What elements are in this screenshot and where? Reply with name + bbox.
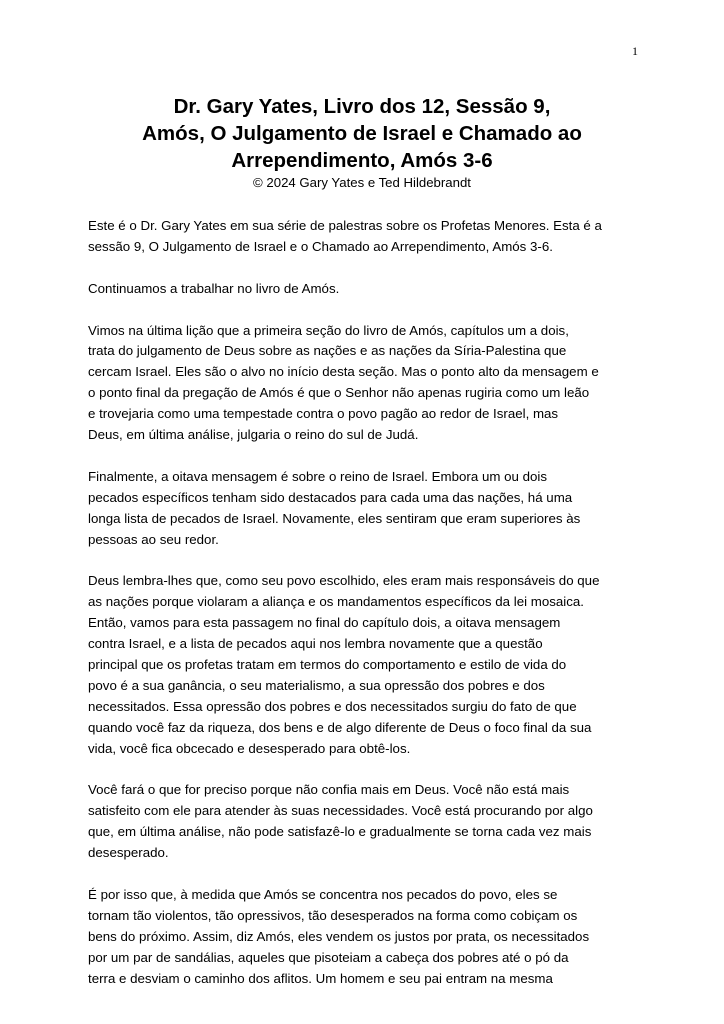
- paragraph-line: desesperado.: [88, 845, 169, 861]
- paragraph: [88, 780, 648, 864]
- paragraph-line: vida, você fica obcecado e desesperado para obtê-los.: [88, 740, 411, 756]
- paragraph: [88, 321, 648, 446]
- paragraph: [88, 571, 648, 759]
- paragraph: [88, 279, 648, 300]
- copyright-notice: © 2024 Gary Yates e Ted Hildebrandt: [253, 175, 471, 190]
- title-line: Dr. Gary Yates, Livro dos 12, Sessão 9,: [173, 95, 551, 118]
- paragraph-line: quando você faz da riqueza, dos bens e de algo diferente de Deus o foco final da sua: [88, 719, 592, 735]
- page-number: 1: [632, 44, 638, 58]
- paragraph-line: Este é o Dr. Gary Yates em sua série de palestras sobre os Profetas Menores. Esta é a: [88, 218, 602, 233]
- paragraph-line: Você fará o que for preciso porque não confia mais em Deus. Você não está mais: [88, 782, 570, 798]
- paragraph-line: e trovejaria como uma tempestade contra o povo pagão ao redor de Israel, mas: [88, 406, 559, 422]
- paragraph-line: terra e desviam o caminho dos aflitos. Um homem e seu pai entram na mesma: [88, 970, 553, 986]
- title-line: Arrependimento, Amós 3-6: [231, 149, 493, 172]
- paragraph-line: as nações porque violaram a aliança e os mandamentos específicos da lei mosaica.: [88, 594, 584, 610]
- paragraph: [88, 216, 648, 258]
- paragraph-line: Continuamos a trabalhar no livro de Amós.: [88, 280, 340, 296]
- paragraph-line: tornam tão violentos, tão opressivos, tão desesperados na forma como cobiçam os: [88, 907, 578, 923]
- paragraph-line: pecados específicos tenham sido destacados para cada uma das nações, há uma: [88, 489, 573, 505]
- document-title: [88, 93, 636, 174]
- paragraph-line: Deus, em última análise, julgaria o reino do sul de Judá.: [88, 427, 419, 443]
- paragraph-line: contra Israel, e a lista de pecados aqui nos lembra novamente que a questão: [88, 636, 543, 652]
- paragraph-line: É por isso que, à medida que Amós se concentra nos pecados do povo, eles se: [88, 886, 558, 902]
- paragraph-line: principal que os profetas tratam em termos do comportamento e estilo de vida do: [88, 656, 567, 672]
- paragraph-line: longa lista de pecados de Israel. Novamente, eles sentiram que eram superiores às: [88, 510, 581, 526]
- paragraph-line: o ponto final da pregação de Amós é que o Senhor não apenas rugiria como um leão: [88, 385, 590, 401]
- paragraph-line: pessoas ao seu redor.: [88, 531, 219, 547]
- paragraph-line: Deus lembra-lhes que, como seu povo escolhido, eles eram mais responsáveis do que: [88, 573, 600, 589]
- paragraph-line: sessão 9, O Julgamento de Israel e o Chamado ao Arrependimento, Amós 3-6.: [88, 238, 553, 254]
- paragraph-line: trata do julgamento de Deus sobre as nações e as nações da Síria-Palestina que: [88, 343, 567, 359]
- body-text: [88, 216, 648, 1010]
- title-line: Amós, O Julgamento de Israel e Chamado ao: [142, 122, 582, 145]
- paragraph-line: por um par de sandálias, aqueles que pisoteiam a cabeça dos pobres até o pó da: [88, 949, 569, 965]
- paragraph-line: Vimos na última lição que a primeira seção do livro de Amós, capítulos um a dois,: [88, 322, 569, 338]
- paragraph-line: cercam Israel. Eles são o alvo no início desta seção. Mas o ponto alto da mensagem e: [88, 364, 599, 380]
- paragraph-line: Então, vamos para esta passagem no final do capítulo dois, a oitava mensagem: [88, 615, 561, 631]
- paragraph-line: Finalmente, a oitava mensagem é sobre o reino de Israel. Embora um ou dois: [88, 468, 547, 484]
- paragraph-line: povo é a sua ganância, o seu materialismo, a sua opressão dos pobres e dos: [88, 677, 545, 693]
- paragraph-line: que, em última análise, não pode satisfazê-lo e gradualmente se torna cada vez mais: [88, 824, 592, 840]
- paragraph-line: satisfeito com ele para atender às suas necessidades. Você está procurando por algo: [88, 803, 593, 819]
- paragraph: [88, 467, 648, 551]
- paragraph-line: necessitados. Essa opressão dos pobres e dos necessitados surgiu do fato de que: [88, 698, 577, 714]
- paragraph: [88, 885, 648, 990]
- paragraph-line: bens do próximo. Assim, diz Amós, eles vendem os justos por prata, os necessitados: [88, 928, 590, 944]
